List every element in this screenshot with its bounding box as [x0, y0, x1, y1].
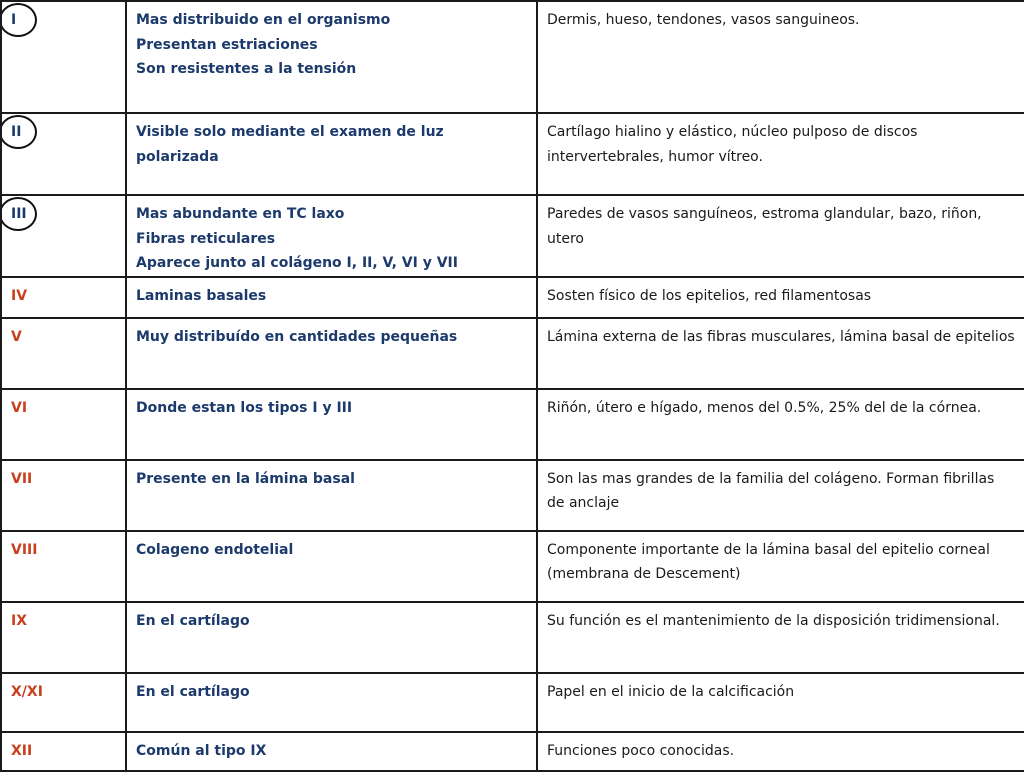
- features-cell: Colageno endotelial: [126, 531, 537, 602]
- locations-cell: Paredes de vasos sanguíneos, estroma glandular, bazo, riñon, utero: [537, 195, 1024, 277]
- table-row: [1, 460, 1024, 531]
- table-row: [1, 531, 1024, 602]
- features-cell: En el cartílago: [126, 673, 537, 732]
- circled-type-label: [11, 8, 16, 33]
- feature-line: Presentan estriaciones: [136, 36, 318, 53]
- locations-cell: Son las mas grandes de la familia del colágeno. Forman fibrillas de anclaje: [537, 460, 1024, 531]
- circle-mark: [1, 3, 37, 37]
- collagen-type-cell: [1, 195, 126, 277]
- collagen-type-cell: XII: [1, 732, 126, 771]
- type-label: I: [11, 12, 17, 28]
- features-cell: Laminas basales: [126, 277, 537, 318]
- collagen-type-cell: [1, 1, 126, 113]
- features-cell: Presente en la lámina basal: [126, 460, 537, 531]
- table-row: [1, 732, 1024, 771]
- table-row: [1, 1, 1024, 113]
- feature-line: Mas abundante en TC laxo: [136, 206, 345, 222]
- type-label: III: [11, 206, 27, 222]
- table-row: [1, 673, 1024, 732]
- type-label: II: [11, 124, 22, 140]
- table-row: [1, 318, 1024, 389]
- locations-cell: Riñón, útero e hígado, menos del 0.5%, 25% del de la córnea.: [537, 389, 1024, 460]
- features-cell: Común al tipo IX: [126, 732, 537, 771]
- feature-line: Fibras reticulares: [136, 230, 276, 247]
- features-cell: [126, 113, 537, 195]
- collagen-type-cell: IV: [1, 277, 126, 318]
- feature-line: Visible solo mediante el examen de luz polarizada: [136, 124, 444, 165]
- table-row: [1, 602, 1024, 673]
- features-cell: En el cartílago: [126, 602, 537, 673]
- circled-type-label: [11, 202, 27, 227]
- collagen-type-cell: [1, 113, 126, 195]
- locations-cell: Lámina externa de las fibras musculares, lámina basal de epitelios: [537, 318, 1024, 389]
- circle-mark: [1, 197, 37, 231]
- locations-cell: Su función es el mantenimiento de la disposición tridimensional.: [537, 602, 1024, 673]
- collagen-type-cell: VII: [1, 460, 126, 531]
- table-row: [1, 195, 1024, 277]
- collagen-type-cell: V: [1, 318, 126, 389]
- feature-line: Aparece junto al colágeno I, II, V, VI y VII: [136, 255, 458, 271]
- table-row: [1, 113, 1024, 195]
- collagen-type-cell: VIII: [1, 531, 126, 602]
- circle-mark: [1, 115, 37, 149]
- collagen-type-cell: VI: [1, 389, 126, 460]
- features-cell: Muy distribuído en cantidades pequeñas: [126, 318, 537, 389]
- locations-cell: Componente importante de la lámina basal del epitelio corneal (membrana de Descement): [537, 531, 1024, 602]
- features-cell: Donde estan los tipos I y III: [126, 389, 537, 460]
- circled-type-label: [11, 120, 21, 145]
- locations-cell: Papel en el inicio de la calcificación: [537, 673, 1024, 732]
- features-cell: [126, 195, 537, 277]
- locations-cell: Funciones poco conocidas.: [537, 732, 1024, 771]
- collagen-type-cell: X/XI: [1, 673, 126, 732]
- locations-cell: Dermis, hueso, tendones, vasos sanguineos.: [537, 1, 1024, 113]
- feature-line: Son resistentes a la tensión: [136, 61, 357, 77]
- collagen-type-cell: IX: [1, 602, 126, 673]
- locations-cell: Cartílago hialino y elástico, núcleo pulposo de discos intervertebrales, humor vítreo.: [537, 113, 1024, 195]
- table-row: [1, 389, 1024, 460]
- features-cell: [126, 1, 537, 113]
- locations-cell: Sosten físico de los epitelios, red filamentosas: [537, 277, 1024, 318]
- table-row: [1, 277, 1024, 318]
- feature-line: Mas distribuido en el organismo: [136, 12, 391, 28]
